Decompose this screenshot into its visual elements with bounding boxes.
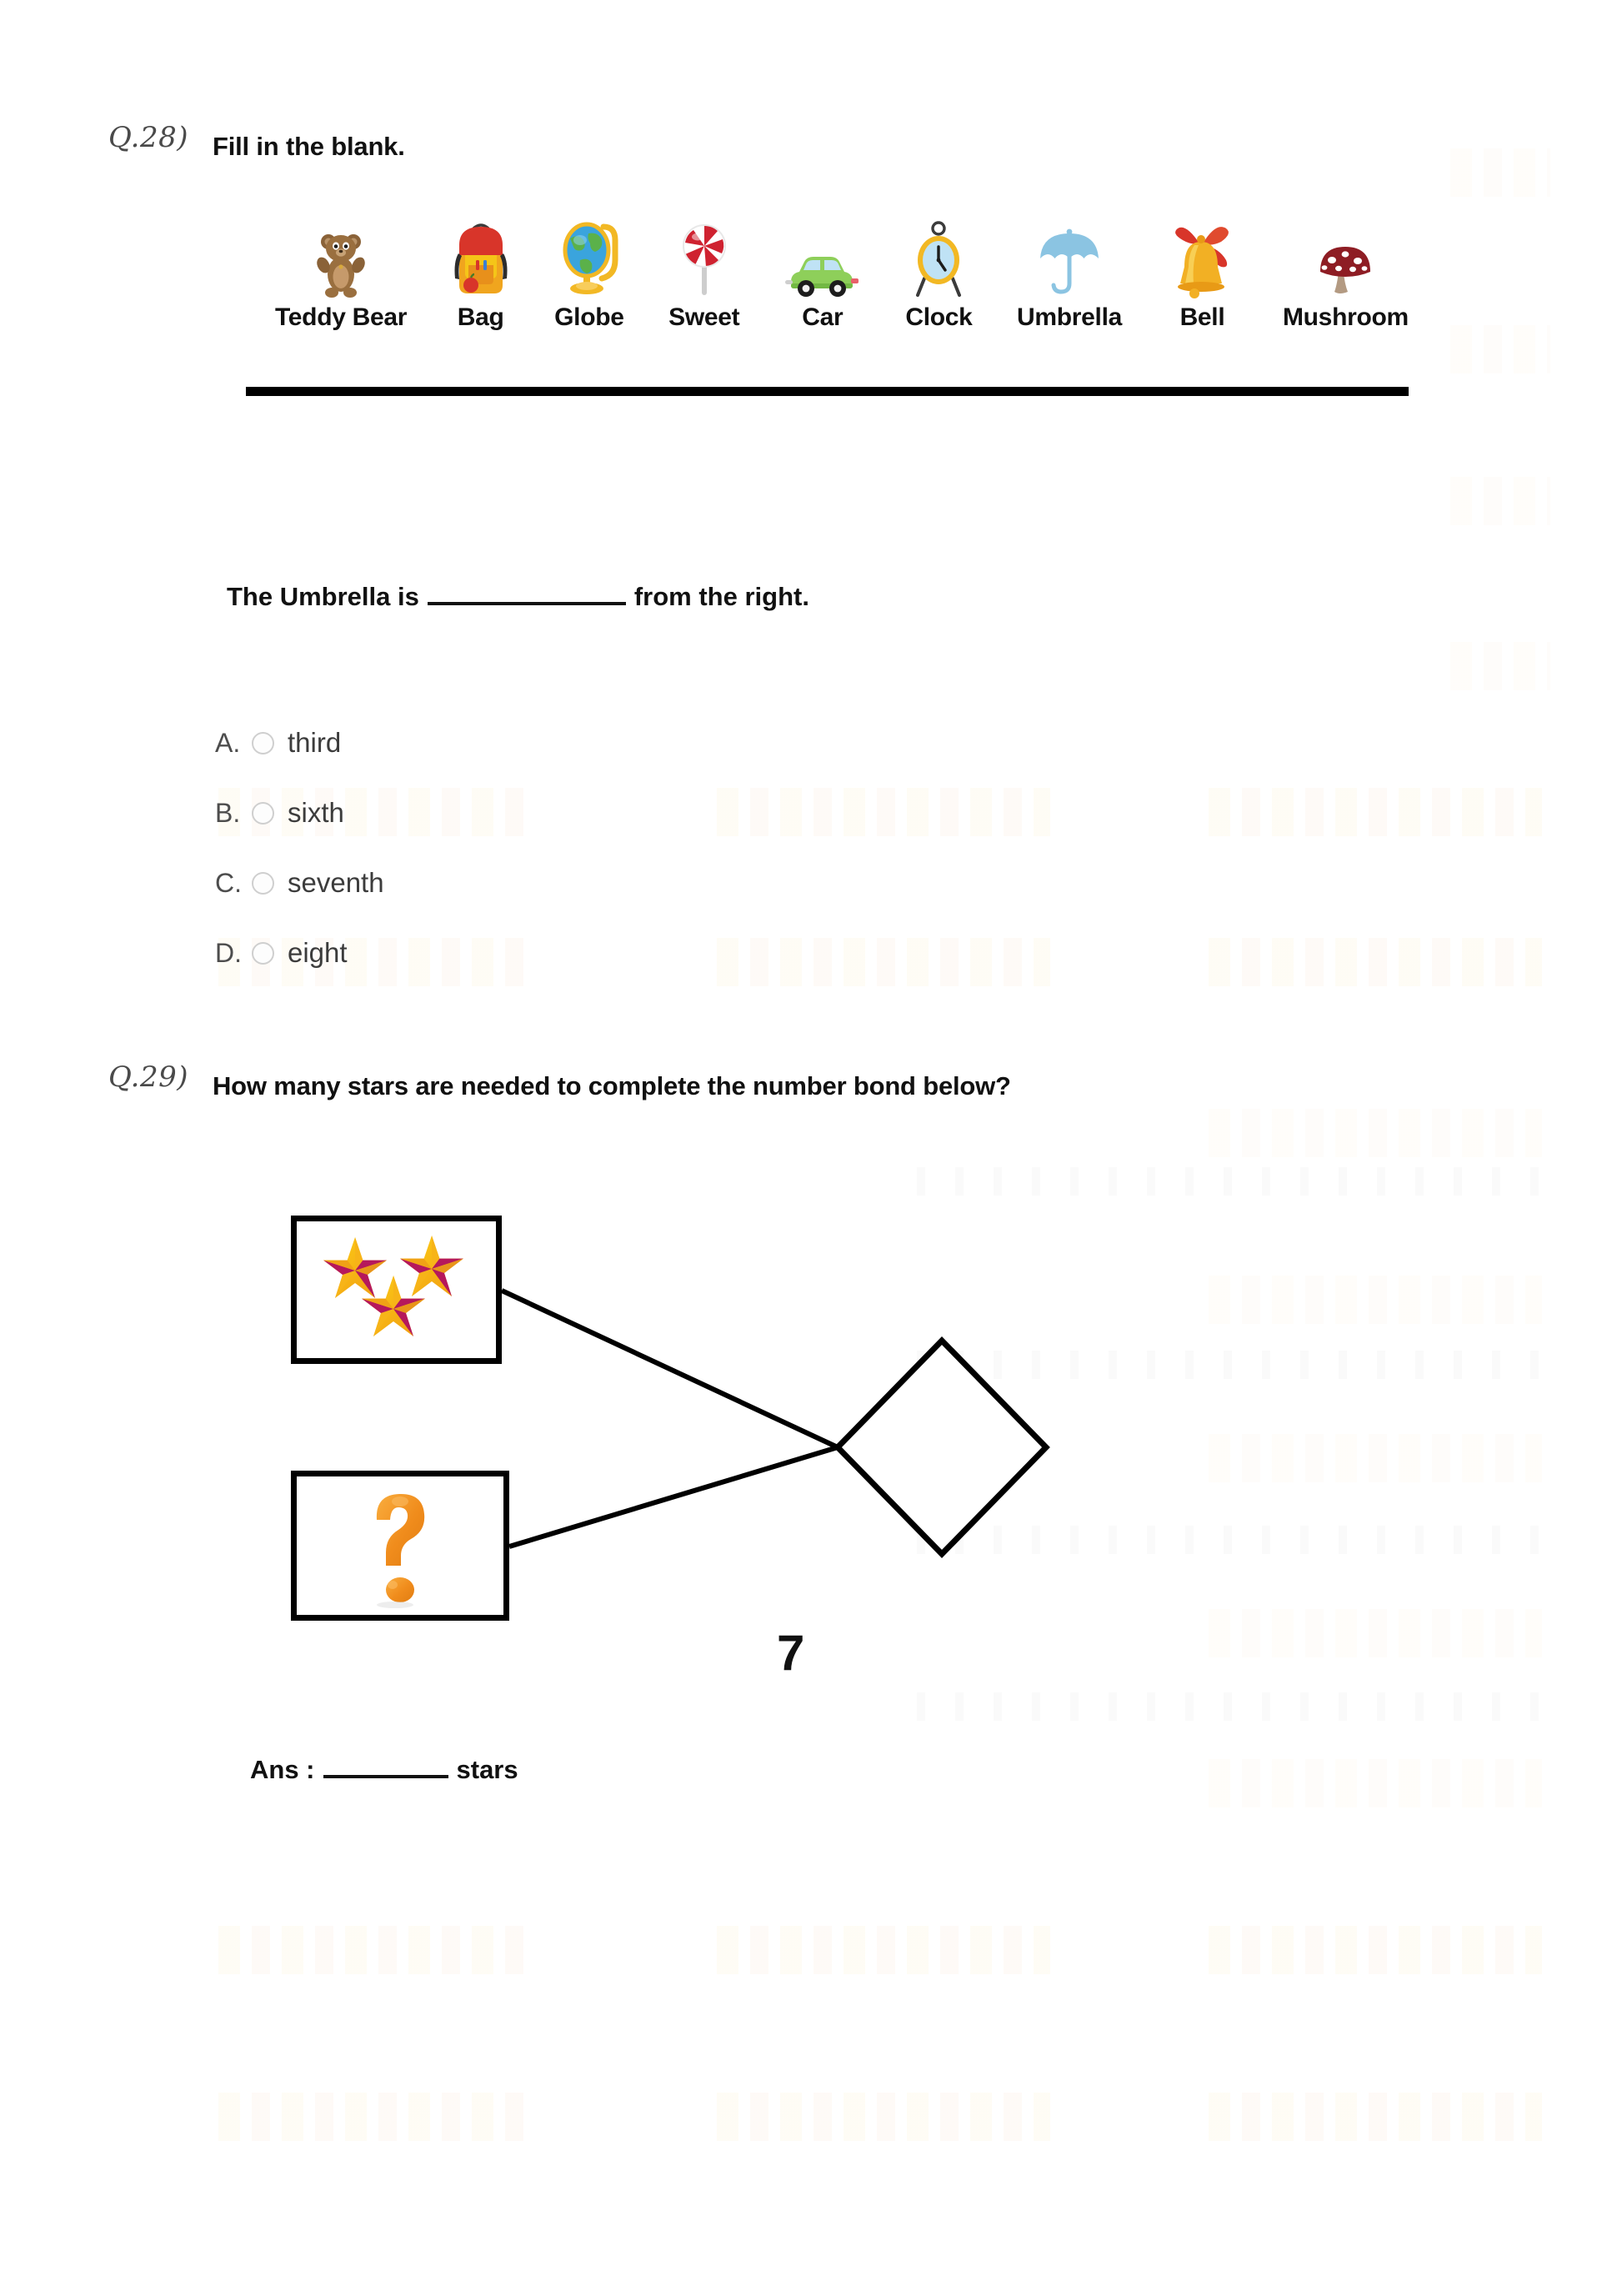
question-number-29: Q.29)	[108, 1060, 189, 1094]
watermark-block	[1209, 1926, 1542, 1974]
backpack-icon	[452, 215, 510, 298]
watermark-block	[1450, 148, 1550, 197]
watermark-block	[1450, 642, 1550, 690]
option-c-radio[interactable]	[252, 872, 274, 895]
watermark-block	[1450, 477, 1550, 525]
picture-label-car: Car	[802, 303, 844, 331]
option-b-radio[interactable]	[252, 802, 274, 825]
picture-item-mushroom	[1283, 215, 1409, 332]
watermark-block	[1209, 1109, 1542, 1157]
watermark-block	[1209, 938, 1542, 986]
lollipop-icon	[680, 215, 728, 298]
teddy-bear-icon	[315, 215, 367, 298]
option-d-radio[interactable]	[252, 942, 274, 965]
sentence-after: from the right.	[633, 582, 809, 611]
car-icon	[784, 215, 861, 298]
question-number-28: Q.28)	[108, 121, 189, 154]
number-bond-whole-value: 7	[777, 1625, 805, 1681]
option-d[interactable]	[215, 931, 384, 975]
picture-item-umbrella	[1017, 215, 1122, 332]
watermark-block	[218, 2093, 535, 2141]
number-bond-connectors	[0, 1167, 1622, 1784]
picture-label-umbrella: Umbrella	[1017, 303, 1122, 331]
watermark-block	[717, 788, 1050, 836]
picture-item-clock	[905, 215, 972, 332]
mushroom-icon	[1317, 215, 1374, 298]
option-c-label: seventh	[288, 867, 384, 898]
option-d-label: eight	[288, 937, 348, 968]
option-a-letter: A.	[215, 727, 241, 758]
option-b[interactable]	[215, 791, 384, 835]
fill-in-blank-sentence	[227, 582, 809, 612]
watermark-block	[717, 2093, 1050, 2141]
question-prompt-28: Fill in the blank.	[213, 132, 405, 161]
picture-label-bag: Bag	[457, 303, 504, 331]
answer-options	[215, 721, 384, 1001]
clock-icon	[911, 215, 966, 298]
option-d-letter: D.	[215, 937, 242, 968]
stars-icon	[307, 1227, 486, 1352]
picture-label-teddy-bear: Teddy Bear	[275, 303, 408, 331]
sentence-blank-input[interactable]	[428, 602, 626, 605]
answer-suffix: stars	[456, 1755, 518, 1784]
watermark-block	[218, 1926, 535, 1974]
globe-icon	[557, 215, 622, 298]
picture-label-clock: Clock	[905, 303, 973, 331]
option-a-label: third	[288, 727, 342, 758]
number-bond-part-unknown	[291, 1471, 509, 1621]
picture-item-bell	[1166, 215, 1238, 332]
picture-item-bag	[452, 215, 510, 332]
picture-label-bell: Bell	[1179, 303, 1225, 331]
number-bond-diagram	[0, 1167, 1622, 1784]
number-bond-part-stars	[291, 1216, 502, 1364]
umbrella-icon	[1037, 215, 1102, 298]
picture-strip-divider	[246, 387, 1409, 396]
watermark-block	[717, 938, 1050, 986]
option-b-letter: B.	[215, 797, 241, 828]
question-prompt-29: How many stars are needed to complete the number bond below?	[213, 1071, 1011, 1100]
picture-item-car	[784, 215, 861, 332]
picture-item-teddy-bear	[275, 215, 407, 332]
answer-blank-input[interactable]	[323, 1775, 448, 1778]
picture-label-sweet: Sweet	[668, 303, 740, 331]
option-a[interactable]	[215, 721, 384, 764]
watermark-block	[1450, 325, 1550, 373]
sentence-before: The Umbrella is	[227, 582, 419, 611]
option-a-radio[interactable]	[252, 732, 274, 754]
answer-prefix: Ans :	[250, 1755, 315, 1784]
bell-icon	[1166, 215, 1238, 298]
picture-item-globe	[554, 215, 624, 332]
option-c[interactable]	[215, 861, 384, 905]
watermark-block	[1209, 788, 1542, 836]
picture-label-globe: Globe	[554, 303, 624, 331]
option-c-letter: C.	[215, 867, 242, 898]
picture-label-mushroom: Mushroom	[1282, 303, 1409, 331]
answer-entry	[250, 1755, 518, 1785]
option-b-label: sixth	[288, 797, 344, 828]
picture-item-sweet	[668, 215, 739, 332]
picture-strip	[275, 215, 1409, 332]
watermark-block	[717, 1926, 1050, 1974]
question-mark-icon	[358, 1483, 442, 1608]
watermark-block	[1209, 2093, 1542, 2141]
